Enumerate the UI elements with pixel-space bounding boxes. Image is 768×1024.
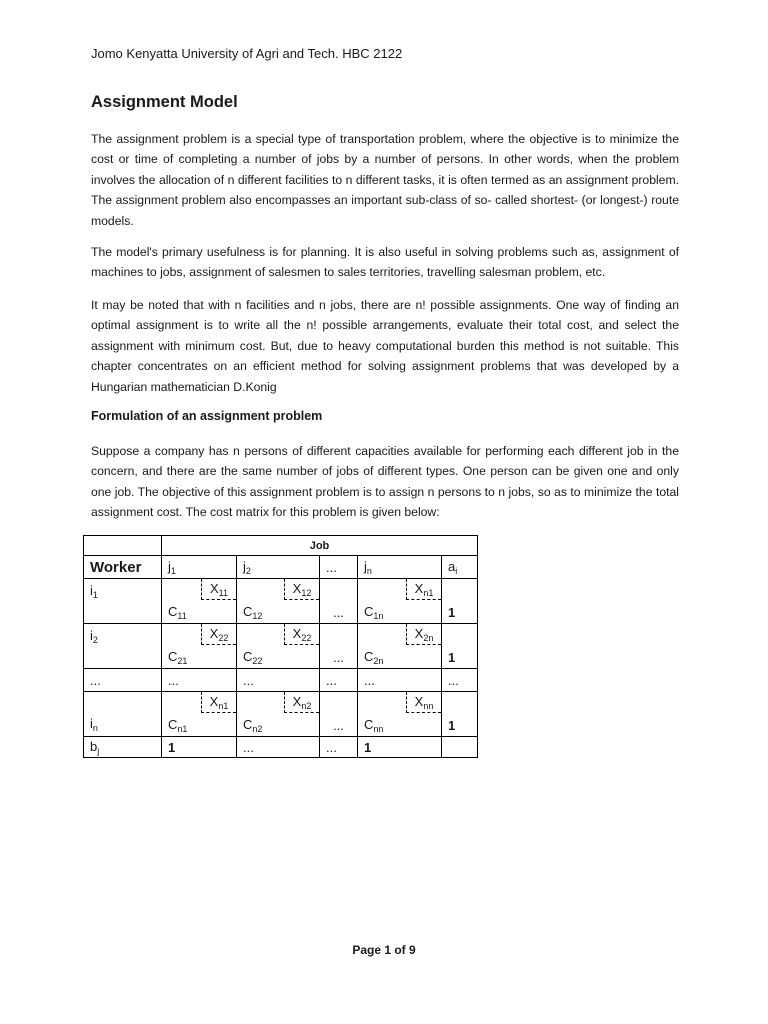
cost-value: $C_{n2}$	[243, 717, 263, 734]
x-variable: $X_{12}$	[284, 579, 319, 600]
cost-value: $C_{21}$	[168, 649, 188, 666]
demand-value: 1	[358, 737, 442, 758]
cost-matrix-table	[83, 535, 478, 758]
paragraph-1: The assignment problem is a special type of transportation problem, where the objective is to minimize the cost or time of completing a number of jobs by a number of persons. In other words, when the problem involves the allocation of n different facilities to n different tasks, it is often termed as an assignment problem. The assignment problem also encompasses an important sub-class of so- called shortest- (or longest-) route models.	[91, 132, 679, 228]
cost-value: $C_{12}$	[243, 604, 263, 621]
cell-2-1	[162, 624, 237, 669]
supply-value: 1	[442, 579, 478, 624]
cell-2-2	[237, 624, 320, 669]
col-header-ai: $a_i$	[442, 556, 478, 579]
ellipsis-cell: ...	[320, 737, 358, 758]
ellipsis-cell: ...	[442, 669, 478, 692]
demand-value: 1	[162, 737, 237, 758]
col-header-j1: $j_1$	[162, 556, 237, 579]
cell-1-n	[358, 579, 442, 624]
page-title: Assignment Model	[91, 93, 238, 111]
x-variable: $X_{n2}$	[284, 692, 319, 713]
ellipsis-cell: ...	[358, 669, 442, 692]
paragraph-2: The model's primary usefulness is for planning. It is also useful in solving problems such as, assignment of machines to jobs, assignment of salesmen to sales territories, travelling salesman problem, etc.	[91, 245, 679, 280]
x-variable: $X_{22}$	[284, 624, 319, 645]
cell-1-2	[237, 579, 320, 624]
col-header-ellipsis: ...	[320, 556, 358, 579]
ellipsis-cell: ...	[84, 669, 162, 692]
cell-2-n	[358, 624, 442, 669]
x-variable: $X_{11}$	[201, 579, 236, 600]
row-label-i2: $i_2$	[84, 624, 162, 669]
paragraph-4: Suppose a company has n persons of different capacities available for performing each different job in the concern, and there are the same number of jobs of different types. One person can be given one and only one job. The objective of this assignment problem is to assign n persons to n jobs, so as to minimize the total assignment cost. The cost matrix for this problem is given below:	[91, 444, 679, 520]
document-header: Jomo Kenyatta University of Agri and Tech. HBC 2122	[91, 46, 403, 61]
cost-value: $C_{11}$	[168, 604, 187, 621]
job-header: Job	[162, 536, 478, 556]
cell-n-2	[237, 692, 320, 737]
cell-1-1	[162, 579, 237, 624]
ellipsis-cell: ...	[237, 669, 320, 692]
x-variable: $X_{nn}$	[406, 692, 441, 713]
cost-value: $C_{n1}$	[168, 717, 188, 734]
worker-header: Worker	[84, 556, 162, 579]
ellipsis-cell: ...	[320, 669, 358, 692]
cost-value: $C_{22}$	[243, 649, 263, 666]
section-heading: Formulation of an assignment problem	[91, 409, 323, 423]
cost-value: $C_{2n}$	[364, 649, 384, 666]
ellipsis-cell: ...	[320, 692, 358, 737]
col-header-jn: $j_n$	[358, 556, 442, 579]
row-label-bj: $b_j$	[84, 737, 162, 758]
x-variable: $X_{22}$	[201, 624, 236, 645]
page-number: Page 1 of 9	[352, 943, 416, 957]
empty-cell	[442, 737, 478, 758]
supply-value: 1	[442, 692, 478, 737]
cell-n-n	[358, 692, 442, 737]
ellipsis-cell: ...	[320, 624, 358, 669]
cost-value: $C_{1n}$	[364, 604, 384, 621]
col-header-j2: $j_2$	[237, 556, 320, 579]
supply-value: 1	[442, 624, 478, 669]
row-label-in: $i_n$	[84, 692, 162, 737]
ellipsis-cell: ...	[237, 737, 320, 758]
x-variable: $X_{n1}$	[406, 579, 441, 600]
row-label-i1: $i_1$	[84, 579, 162, 624]
cost-value: $C_{nn}$	[364, 717, 384, 734]
ellipsis-cell: ...	[162, 669, 237, 692]
paragraph-3: It may be noted that with n facilities and n jobs, there are n! possible assignments. One way of finding an optimal assignment is to write all the n! possible arrangements, evaluate their total cost, and select the assignment with minimum cost. But, due to heavy computational burden this method is not suitable. This chapter concentrates on an efficient method for solving assignment problems that was developed by a Hungarian mathematician D.Konig	[91, 298, 679, 394]
cell-n-1	[162, 692, 237, 737]
ellipsis-cell: ...	[320, 579, 358, 624]
x-variable: $X_{2n}$	[406, 624, 441, 645]
x-variable: $X_{n1}$	[201, 692, 236, 713]
